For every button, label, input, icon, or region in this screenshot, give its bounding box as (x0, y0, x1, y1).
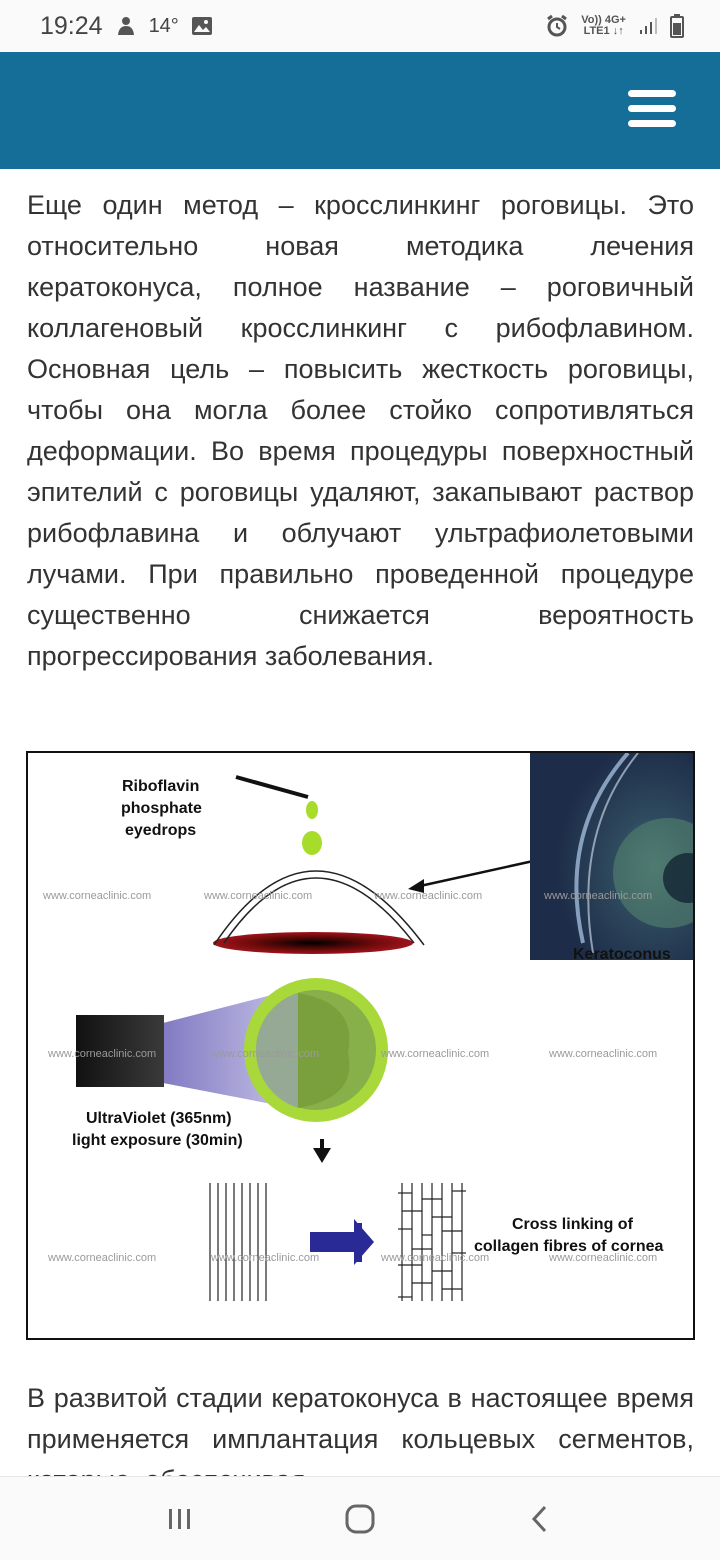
watermark: www.corneaclinic.com (204, 890, 313, 902)
dropper-icon (236, 777, 322, 855)
watermark: www.corneaclinic.com (48, 1048, 157, 1060)
watermark: www.corneaclinic.com (549, 1252, 658, 1264)
label-crosslinking-1: Cross linking of (512, 1216, 633, 1233)
watermark: www.corneaclinic.com (549, 1048, 658, 1060)
crosslinked-fibres (398, 1183, 466, 1301)
article-paragraph-1: Еще один метод – кросслинкинг роговицы. Это относительно новая методика лечения кератоконуса, полное название – роговичный коллагеновый кросслинкинг с рибофлавином. Основная цель – повысить жесткость роговицы, чтобы она могла более стойко сопротивляться деформации. Во время процедуры поверхностный эпителий с роговицы удаляют, закапывают раствор рибофлавина и облучают ультрафиолетовыми лучами. При правильно проведенной процедуре существенно снижается вероятность прогрессирования заболевания. (27, 190, 694, 671)
crosslinking-figure (26, 751, 695, 1340)
label-eyedrops-3: eyedrops (125, 822, 197, 839)
network-label-bottom: LTE1 ↓↑ (583, 25, 624, 37)
hamburger-menu-icon[interactable] (628, 90, 678, 130)
watermark: www.corneaclinic.com (381, 1048, 490, 1060)
watermark: www.corneaclinic.com (211, 1252, 320, 1264)
label-crosslinking-2: collagen fibres of cornea (474, 1238, 664, 1255)
watermark: www.corneaclinic.com (48, 1252, 157, 1264)
watermark: www.corneaclinic.com (374, 890, 483, 902)
network-label-top: Vo)) 4G+ (581, 14, 626, 26)
cornea-diagram (213, 871, 424, 954)
article-paragraph-2: В развитой стадии кератоконуса в настоящее время применяется имплантация кольцевых сегментов, (27, 1383, 694, 1454)
label-eyedrops-1: Riboflavin (122, 778, 200, 795)
label-uv-2: light exposure (30min) (72, 1132, 243, 1149)
right-arrow-icon (310, 1219, 374, 1265)
status-time: 19:24 (40, 11, 103, 40)
label-keratoconus: Keratoconus (573, 946, 671, 963)
label-uv-1: UltraViolet (365nm) (86, 1110, 232, 1127)
watermark: www.corneaclinic.com (43, 890, 152, 902)
weather-icon (115, 15, 137, 37)
signal-icon (638, 16, 658, 36)
status-bar (0, 0, 720, 52)
watermark: www.corneaclinic.com (544, 890, 653, 902)
watermark: www.corneaclinic.com (211, 1048, 320, 1060)
home-icon[interactable] (330, 1489, 390, 1549)
alarm-icon (545, 14, 569, 38)
label-eyedrops-2: phosphate (121, 800, 202, 817)
status-temperature: 14° (148, 14, 179, 37)
app-header (0, 52, 720, 169)
parallel-fibres (210, 1183, 266, 1301)
recent-apps-icon[interactable] (150, 1489, 210, 1549)
keratoconus-photo (530, 753, 693, 963)
image-icon (191, 16, 213, 36)
battery-icon (670, 14, 684, 38)
down-arrow-icon (313, 1139, 331, 1163)
network-status (581, 15, 626, 37)
system-nav-bar (0, 1476, 720, 1560)
watermark: www.corneaclinic.com (381, 1252, 490, 1264)
back-icon[interactable] (510, 1489, 570, 1549)
